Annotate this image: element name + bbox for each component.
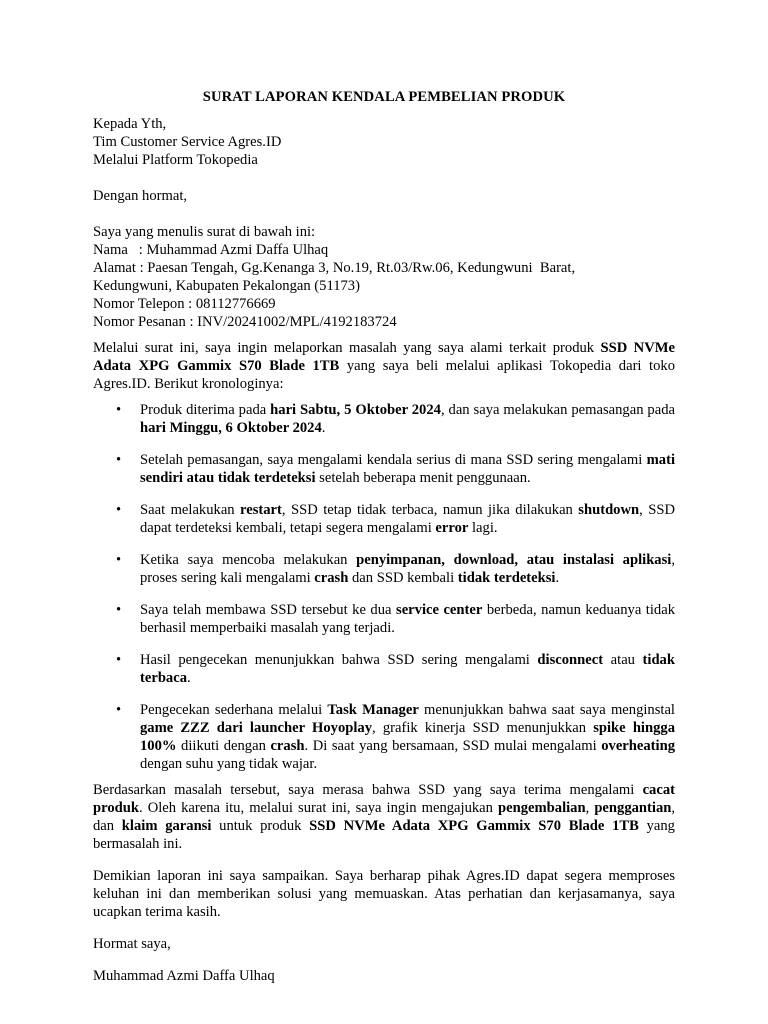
emphasis-text: penggantian	[594, 800, 672, 816]
emphasis-text: penyimpanan, download, atau instalasi aplikasi	[356, 552, 672, 568]
emphasis-text: hari Minggu, 6 Oktober 2024	[140, 420, 322, 436]
emphasis-text: crash	[314, 570, 349, 586]
recipient-line: Tim Customer Service Agres.ID	[93, 134, 282, 150]
emphasis-text: restart	[240, 502, 282, 518]
list-item: • Saya telah membawa SSD tersebut ke dua service center berbeda, namun keduanya tidak berhasil memperbaiki masalah yang terjadi.	[140, 601, 675, 637]
signature-name: Muhammad Azmi Daffa Ulhaq	[93, 968, 275, 984]
letter-title: SURAT LAPORAN KENDALA PEMBELIAN PRODUK	[202, 89, 566, 105]
emphasis-text: Task Manager	[327, 702, 419, 718]
sender-identity-block	[93, 223, 675, 331]
sender-address-cont: Kedungwuni, Kabupaten Pekalongan (51173)	[93, 278, 360, 294]
emphasis-text: hari Sabtu, 5 Oktober 2024	[270, 402, 441, 418]
emphasis-text: klaim garansi	[121, 818, 212, 834]
emphasis-text: shutdown	[578, 502, 640, 518]
list-item: • Saat melakukan restart, SSD tetap tidak terbaca, namun jika dilakukan shutdown, SSD dapat terdeteksi kembali, tetapi segera mengalami error lagi.	[140, 501, 675, 537]
order-number: Nomor Pesanan : INV/20241002/MPL/4192183724	[93, 314, 397, 330]
emphasis-text: pengembalian	[498, 800, 586, 816]
sender-name: Nama : Muhammad Azmi Daffa Ulhaq	[93, 242, 329, 258]
recipient-block	[93, 115, 675, 169]
emphasis-text: overheating	[601, 738, 675, 754]
emphasis-text: disconnect	[537, 652, 604, 668]
emphasis-text: spike hingga 100%	[140, 720, 675, 754]
sender-phone: Nomor Telepon : 08112776669	[93, 296, 276, 312]
list-item: • Ketika saya mencoba melakukan penyimpanan, download, atau instalasi aplikasi, proses sering kali mengalami crash dan SSD kembali tidak terdeteksi.	[140, 551, 675, 587]
opening-paragraph: Melalui surat ini, saya ingin melaporkan masalah yang saya alami terkait produk SSD NVMe Adata XPG Gammix S70 Blade 1TB yang saya beli melalui aplikasi Tokopedia dari toko Agres.ID. Berikut kronologinya:	[93, 340, 676, 392]
request-paragraph: Berdasarkan masalah tersebut, saya merasa bahwa SSD yang saya terima mengalami cacat produk. Oleh karena itu, melalui surat ini, saya ingin mengajukan pengembalian, penggantian, dan klaim garansi untuk produk SSD NVMe Adata XPG Gammix S70 Blade 1TB yang bermasalah ini.	[93, 782, 676, 852]
emphasis-text: tidak terbaca	[140, 652, 675, 686]
greeting: Dengan hormat,	[93, 188, 188, 204]
list-item: • Setelah pemasangan, saya mengalami kendala serius di mana SSD sering mengalami mati sendiri atau tidak terdeteksi setelah beberapa menit penggunaan.	[140, 451, 675, 487]
recipient-line: Kepada Yth,	[93, 116, 167, 132]
sender-address: Alamat : Paesan Tengah, Gg.Kenanga 3, No.19, Rt.03/Rw.06, Kedungwuni Barat,	[93, 260, 576, 276]
list-item: • Produk diterima pada hari Sabtu, 5 Oktober 2024, dan saya melakukan pemasangan pada hari Minggu, 6 Oktober 2024.	[140, 401, 675, 437]
emphasis-text: cacat produk	[93, 782, 675, 816]
recipient-line: Melalui Platform Tokopedia	[93, 152, 258, 168]
emphasis-text: crash	[270, 738, 305, 754]
chronology-list	[93, 401, 675, 773]
emphasis-text: tidak terdeteksi	[457, 570, 556, 586]
letter-body	[93, 88, 675, 985]
emphasis-text: SSD NVMe Adata XPG Gammix S70 Blade 1TB	[309, 818, 639, 834]
signoff: Hormat saya,	[93, 936, 171, 952]
emphasis-text: SSD NVMe Adata XPG Gammix S70 Blade 1TB	[93, 340, 675, 374]
list-item: • Hasil pengecekan menunjukkan bahwa SSD sering mengalami disconnect atau tidak terbaca.	[140, 651, 675, 687]
emphasis-text: game ZZZ dari launcher Hoyoplay	[140, 720, 373, 736]
identity-intro: Saya yang menulis surat di bawah ini:	[93, 224, 316, 240]
closing-paragraph: Demikian laporan ini saya sampaikan. Saya berharap pihak Agres.ID dapat segera memproses keluhan ini dan memberikan solusi yang memuaskan. Atas perhatian dan kerjasamanya, saya ucapkan terima kasih.	[93, 868, 675, 920]
emphasis-text: service center	[396, 602, 483, 618]
list-item: • Pengecekan sederhana melalui Task Manager menunjukkan bahwa saat saya menginstal game ZZZ dari launcher Hoyoplay, grafik kinerja SSD menunjukkan spike hingga 100% diikuti dengan crash. Di saat yang bersamaan, SSD mulai mengalami overheating dengan suhu yang tidak wajar.	[140, 701, 675, 773]
emphasis-text: error	[435, 520, 469, 536]
emphasis-text: mati sendiri atau tidak terdeteksi	[140, 452, 675, 486]
